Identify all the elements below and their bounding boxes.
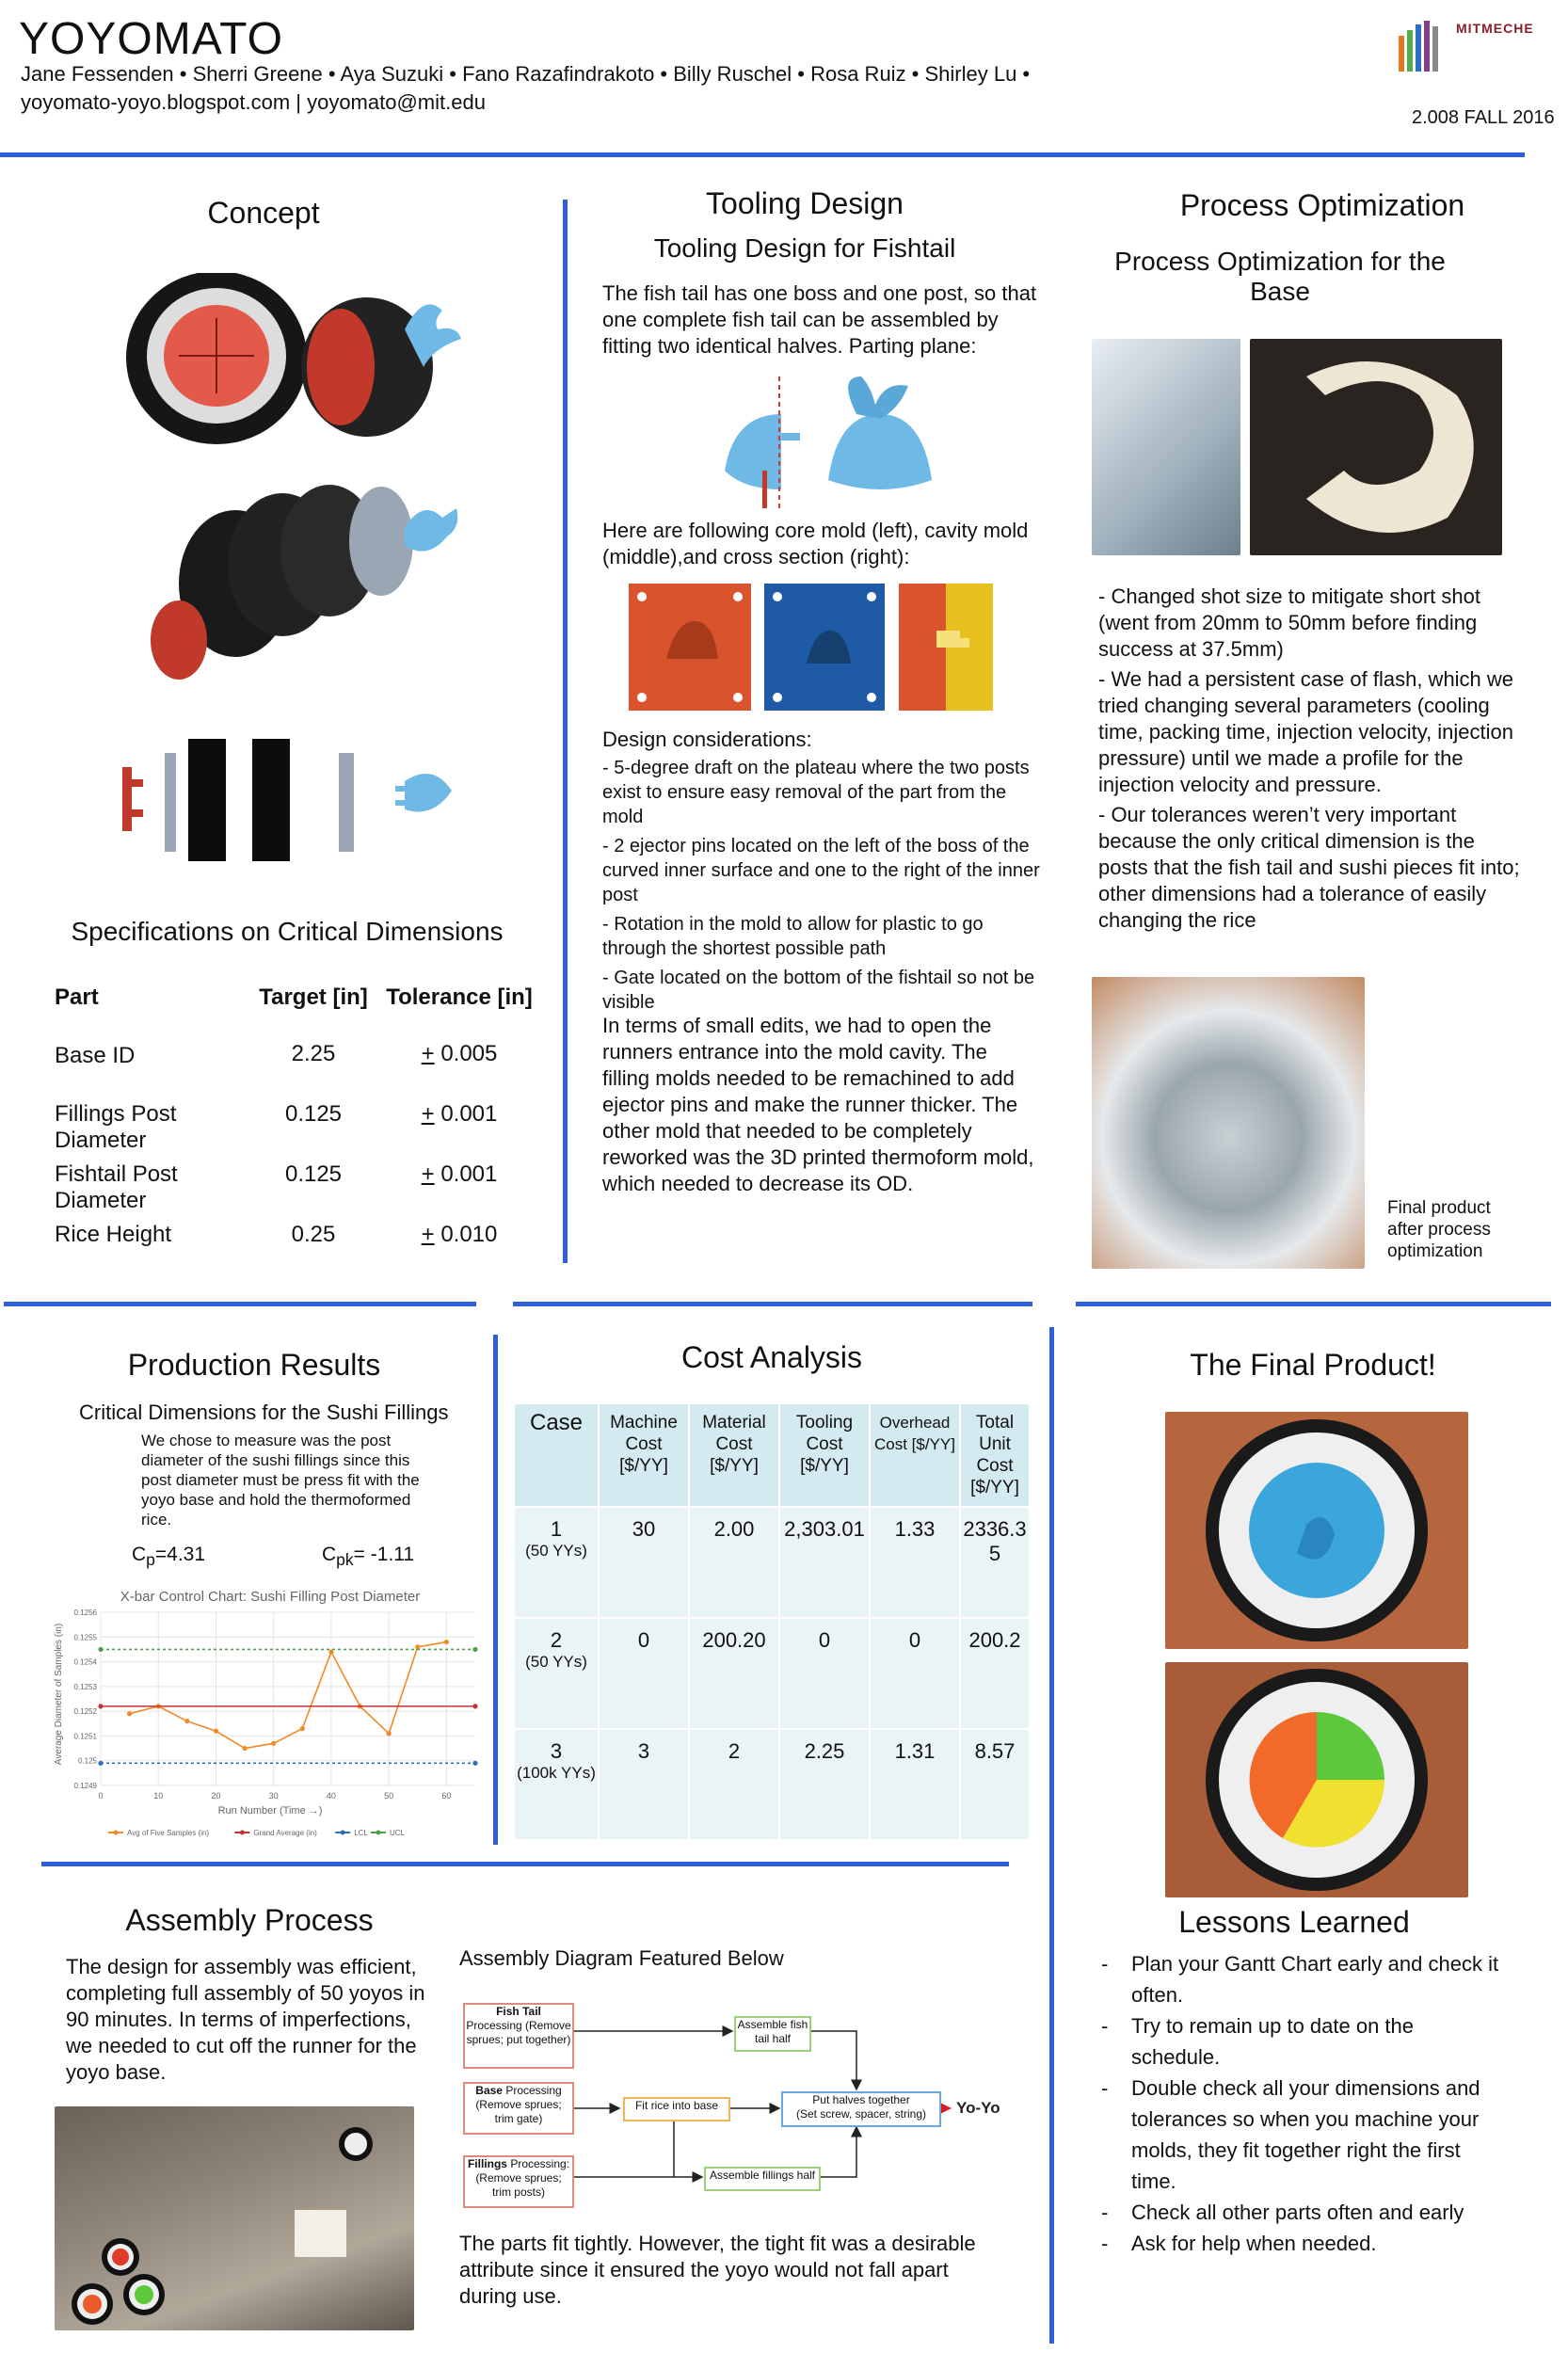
logo-text: MITMECHE xyxy=(1456,21,1534,36)
cost-case xyxy=(514,1618,599,1729)
considerations-list xyxy=(602,756,1045,1015)
chart-point xyxy=(415,1644,420,1649)
specs-row xyxy=(55,1101,544,1161)
chart-legend-marker xyxy=(114,1831,119,1835)
cavity-mold-image xyxy=(764,584,885,711)
cost-machine: 3 xyxy=(599,1729,689,1840)
assembly-diagram xyxy=(459,2003,1024,2210)
chart-legend-marker xyxy=(376,1831,381,1835)
cost-material: 2.00 xyxy=(689,1507,779,1618)
assembly-title: Assembly Process xyxy=(125,1903,374,1937)
specs-part: Fillings Post Diameter xyxy=(55,1101,177,1153)
chart-point xyxy=(328,1649,333,1654)
fishtail-processing-box xyxy=(463,2003,574,2069)
base-box-text: Processing (Remove sprues; trim gate) xyxy=(475,2084,562,2125)
lessons-title: Lessons Learned xyxy=(1178,1905,1410,1939)
cost-table xyxy=(513,1402,1031,1841)
molds-caption: Here are following core mold (left), cavity mold (middle),and cross section (right): xyxy=(602,519,1029,568)
fillings-box-bold: Fillings xyxy=(467,2157,507,2170)
chart-x-tick-label: 60 xyxy=(441,1791,452,1801)
final-product-photo-1 xyxy=(1165,1412,1468,1649)
lesson-item: - Check all other parts often and early xyxy=(1101,2197,1506,2228)
specs-row xyxy=(55,1222,544,1248)
specs-target: 2.25 xyxy=(291,1041,336,1066)
specs-table xyxy=(55,984,544,1248)
chart-legend-marker xyxy=(341,1831,345,1835)
lesson-text: Plan your Gantt Chart early and check it often. xyxy=(1131,1952,1499,2007)
chart-x-tick-label: 40 xyxy=(326,1791,336,1801)
specs-tolerance-value: 0.001 xyxy=(440,1101,498,1127)
specs-row xyxy=(55,1161,544,1222)
process-title: Process Optimization xyxy=(1179,188,1465,222)
cost-case-number: 3 xyxy=(550,1739,563,1763)
chart-title: X-bar Control Chart: Sushi Filling Post Diameter xyxy=(120,1589,421,1605)
tooling-intro: The fish tail has one boss and one post, so that one complete fish tail can be assembled by fitting two identical halves. Parting plane: xyxy=(602,281,1037,358)
chart-point xyxy=(214,1729,218,1734)
chart-point xyxy=(300,1726,305,1731)
fillings-processing-box xyxy=(463,2155,574,2208)
chart-point xyxy=(127,1711,132,1716)
cost-case-sub: (50 YYs) xyxy=(525,1653,587,1671)
production-subtitle: Critical Dimensions for the Sushi Fillings xyxy=(79,1401,449,1424)
cost-case-number: 2 xyxy=(550,1628,563,1652)
specs-target: 0.25 xyxy=(291,1222,336,1247)
cost-row xyxy=(514,1729,1030,1840)
chart-y-ticks xyxy=(74,1609,98,1790)
chart-point xyxy=(387,1731,392,1736)
lesson-item: - Try to remain up to date on the schedule. xyxy=(1101,2010,1506,2073)
chart-legend-label: LCL xyxy=(354,1829,368,1837)
chart-point xyxy=(472,1761,477,1766)
specs-part: Rice Height xyxy=(55,1222,172,1247)
authors: Jane Fessenden • Sherri Greene • Aya Suzuki • Fano Razafindrakoto • Billy Ruschel • Rosa Ruiz • Shirley Lu • xyxy=(21,62,1031,86)
consideration-item: - Rotation in the mold to allow for plastic to go through the shortest possible path xyxy=(602,914,984,959)
specs-header-part: Part xyxy=(55,984,99,1010)
cost-header-total: Total Unit Cost [$/YY] xyxy=(960,1403,1030,1507)
cost-header-tooling: Tooling Cost [$/YY] xyxy=(779,1403,870,1507)
lesson-text: Check all other parts often and early xyxy=(1131,2201,1464,2224)
specs-tolerance-value: 0.010 xyxy=(440,1222,498,1247)
cost-row xyxy=(514,1618,1030,1729)
chart-point xyxy=(472,1647,477,1652)
section-divider xyxy=(513,1302,1032,1306)
chart-y-tick-label: 0.1253 xyxy=(73,1682,97,1691)
process-bullet: - Changed shot size to mitigate short shot (went from 20mm to 50mm before finding success at 37.5mm) xyxy=(1098,584,1480,661)
chart-x-tick-label: 20 xyxy=(211,1791,221,1801)
column-divider xyxy=(1049,1327,1054,2344)
chart-legend-label: Grand Average (in) xyxy=(253,1829,317,1837)
chart-point xyxy=(271,1741,276,1746)
assemble-tail-box: Assemble fish tail half xyxy=(734,2016,811,2052)
specs-tolerance: + 0.005 xyxy=(421,1041,498,1066)
column-divider xyxy=(563,200,568,1263)
cost-overhead: 1.31 xyxy=(870,1729,960,1840)
cost-header-row xyxy=(514,1403,1030,1507)
section-divider xyxy=(41,1862,1009,1866)
assembly-photo xyxy=(55,2106,414,2330)
chart-x-ticks xyxy=(98,1791,451,1801)
base-flash-photo xyxy=(1250,339,1502,555)
process-bullet: - Our tolerances weren’t very important because the only critical dimension is the posts that the fish tail and sushi pieces fit into; other dimensions had a tolerance of easily changing the rice xyxy=(1098,803,1520,932)
lesson-text: Try to remain up to date on the schedule. xyxy=(1131,2014,1415,2069)
specs-tolerance-value: 0.001 xyxy=(440,1161,498,1187)
specs-target: 0.125 xyxy=(284,1161,343,1187)
contact: yoyomato-yoyo.blogspot.com | yoyomato@mit.edu xyxy=(21,90,486,114)
poster-title: YOYOMATO xyxy=(19,14,283,64)
chart-legend-label: Avg of Five Samples (in) xyxy=(127,1829,209,1837)
specs-tolerance: + 0.001 xyxy=(421,1161,498,1187)
lesson-text: Ask for help when needed. xyxy=(1131,2232,1377,2255)
consideration-item: - Gate located on the bottom of the fishtail so not be visible xyxy=(602,968,1035,1013)
cost-tooling: 2.25 xyxy=(779,1729,870,1840)
chart-y-tick-label: 0.125 xyxy=(77,1756,97,1766)
final-base-caption: Final product after process optimization xyxy=(1387,1198,1491,1261)
base-short-shot-photo xyxy=(1092,339,1240,555)
chart-x-tick-label: 30 xyxy=(268,1791,279,1801)
chart-y-tick-label: 0.1251 xyxy=(73,1732,97,1741)
lesson-item: - Ask for help when needed. xyxy=(1101,2228,1506,2259)
lessons-list xyxy=(1101,1948,1506,2259)
header-divider xyxy=(0,152,1525,157)
cost-header-case: Case xyxy=(514,1403,599,1507)
column-divider xyxy=(493,1335,498,1845)
control-chart xyxy=(52,1586,485,1845)
cost-case xyxy=(514,1507,599,1618)
assembly-text: The design for assembly was efficient, completing full assembly of 50 yoyos in 90 minutes. In terms of imperfections, we needed to cut off the runner for the yoyo base. xyxy=(66,1955,425,2084)
cross-section-image xyxy=(899,584,993,711)
chart-x-tick-label: 0 xyxy=(98,1791,104,1801)
assemble-fillings-box: Assemble fillings half xyxy=(704,2167,821,2191)
production-title: Production Results xyxy=(127,1348,381,1382)
cost-overhead: 1.33 xyxy=(870,1507,960,1618)
tooling-edits: In terms of small edits, we had to open the runners entrance into the mold cavity. The filling molds needed to be remachined to add ejector pins and make the runner thicker. The other mold that needed to be completely reworked was the 3D printed thermoform mold, which needed to decrease its OD. xyxy=(602,1014,1034,1195)
chart-grid xyxy=(101,1612,475,1785)
cost-material: 200.20 xyxy=(689,1618,779,1729)
considerations-title: Design considerations: xyxy=(602,728,812,751)
final-title: The Final Product! xyxy=(1190,1348,1436,1382)
cost-case xyxy=(514,1729,599,1840)
cost-overhead: 0 xyxy=(870,1618,960,1729)
cpk-value: $C_{pk}= -1.11$ xyxy=(322,1544,415,1570)
specs-row xyxy=(55,1041,544,1101)
cost-total: 8.57 xyxy=(960,1729,1030,1840)
section-divider xyxy=(4,1302,476,1306)
chart-point xyxy=(242,1746,247,1751)
cost-material: 2 xyxy=(689,1729,779,1840)
chart-x-tick-label: 50 xyxy=(384,1791,394,1801)
put-halves-text: Put halves together xyxy=(812,2093,910,2106)
cost-case-number: 1 xyxy=(550,1517,563,1541)
control-chart-svg xyxy=(52,1586,485,1845)
cost-total: 200.2 xyxy=(960,1618,1030,1729)
specs-part: Fishtail Post Diameter xyxy=(55,1161,178,1213)
specs-header-row xyxy=(55,984,544,1041)
core-mold-image xyxy=(629,584,751,711)
chart-point xyxy=(444,1640,449,1644)
specs-tolerance-value: 0.005 xyxy=(440,1041,498,1066)
process-subtitle: Process Optimization for the Base xyxy=(1114,247,1446,306)
fillings-box-text: Processing: (Remove sprues; trim posts) xyxy=(475,2157,570,2199)
chart-y-tick-label: 0.1256 xyxy=(73,1609,97,1617)
cost-tooling: 0 xyxy=(779,1618,870,1729)
cost-machine: 30 xyxy=(599,1507,689,1618)
chart-y-tick-label: 0.1254 xyxy=(73,1657,97,1667)
cost-machine: 0 xyxy=(599,1618,689,1729)
assembly-conclusion: The parts fit tightly. However, the tight fit was a desirable attribute since it ensured the yoyo would not fall apart during use. xyxy=(459,2232,976,2308)
base-processing-box xyxy=(463,2082,574,2135)
base-box-bold: Base xyxy=(475,2084,503,2097)
cost-case-sub: (100k YYs) xyxy=(517,1764,596,1782)
production-note: We chose to measure was the post diameter of the sushi fillings since this post diameter must be press fit with the yoyo base and hold the thermoformed rice. xyxy=(141,1432,420,1529)
process-bullet: - We had a persistent case of flash, which we tried changing several parameters (cooling time, packing time, injection velocity, injection pressure) until we made a profile for the injection velocity and pressure. xyxy=(1098,667,1514,796)
cp-value: $C_p=4.31$ xyxy=(132,1544,206,1570)
chart-x-label: Run Number (Time →) xyxy=(217,1805,323,1817)
specs-part: Base ID xyxy=(55,1043,136,1068)
cost-header-machine: Machine Cost [$/YY] xyxy=(599,1403,689,1507)
cost-tooling: 2,303.01 xyxy=(779,1507,870,1618)
concept-title: Concept xyxy=(207,196,320,230)
cost-header-material: Material Cost [$/YY] xyxy=(689,1403,779,1507)
put-halves-sub: (Set screw, spacer, string) xyxy=(795,2107,927,2121)
specs-tolerance: + 0.010 xyxy=(421,1222,498,1247)
yoyo-output-label: Yo-Yo xyxy=(956,2099,1000,2117)
put-halves-box xyxy=(781,2091,941,2127)
chart-y-tick-label: 0.1249 xyxy=(73,1782,97,1790)
chart-point xyxy=(98,1704,103,1708)
cost-header-overhead: Overhead Cost [$/YY] xyxy=(870,1403,960,1507)
chart-point xyxy=(98,1647,103,1652)
tooling-subtitle: Tooling Design for Fishtail xyxy=(653,233,956,263)
fishtail-box-text: Processing (Remove sprues; put together) xyxy=(466,2019,571,2046)
chart-legend-marker xyxy=(240,1831,245,1835)
cost-total: 2336.35 xyxy=(960,1507,1030,1618)
lesson-item: - Double check all your dimensions and tolerances so when you machine your molds, they fit together right the first time. xyxy=(1101,2073,1506,2197)
lesson-text: Double check all your dimensions and tolerances so when you machine your molds, they fit together right the first time. xyxy=(1131,2076,1480,2193)
chart-x-tick-label: 10 xyxy=(153,1791,164,1801)
specs-header-tolerance: Tolerance [in] xyxy=(386,984,533,1010)
specs-tolerance: + 0.001 xyxy=(421,1101,498,1127)
fishtail-halves-render xyxy=(715,367,932,508)
chart-point xyxy=(98,1761,103,1766)
section-divider xyxy=(1076,1302,1551,1306)
chart-legend-label: UCL xyxy=(390,1829,406,1837)
chart-y-label: Average Diameter of Samples (in) xyxy=(54,1623,64,1766)
chart-legend xyxy=(108,1829,406,1837)
course-label: 2.008 FALL 2016 xyxy=(1412,107,1555,128)
specs-target: 0.125 xyxy=(284,1101,343,1127)
chart-point xyxy=(472,1704,477,1708)
concept-renders xyxy=(122,273,480,885)
process-bullets xyxy=(1098,584,1522,934)
chart-point xyxy=(184,1719,189,1723)
chart-series xyxy=(98,1640,477,1766)
cp-number: 4.31 xyxy=(167,1544,206,1565)
fishtail-box-bold: Fish Tail xyxy=(496,2005,541,2018)
tooling-title: Tooling Design xyxy=(706,186,904,220)
final-product-photo-2 xyxy=(1165,1662,1468,1897)
cost-title: Cost Analysis xyxy=(680,1340,863,1374)
lesson-item: - Plan your Gantt Chart early and check it often. xyxy=(1101,1948,1506,2010)
specs-header-target: Target [in] xyxy=(259,984,368,1010)
final-base-photo xyxy=(1092,977,1365,1269)
cpk-number: -1.11 xyxy=(370,1544,415,1565)
cost-case-sub: (50 YYs) xyxy=(525,1542,587,1560)
fit-rice-box: Fit rice into base xyxy=(623,2097,730,2121)
chart-series-line xyxy=(130,1642,447,1749)
consideration-item: - 2 ejector pins located on the left of the boss of the curved inner surface and one to the right of the inner post xyxy=(602,836,1040,905)
chart-y-tick-label: 0.1252 xyxy=(73,1707,97,1717)
cost-row xyxy=(514,1507,1030,1618)
specs-title: Specifications on Critical Dimensions xyxy=(71,917,504,946)
chart-y-tick-label: 0.1255 xyxy=(73,1633,97,1642)
consideration-item: - 5-degree draft on the plateau where the two posts exist to ensure easy removal of the part from the mold xyxy=(602,758,1030,827)
assembly-diagram-title: Assembly Diagram Featured Below xyxy=(459,1946,784,1970)
